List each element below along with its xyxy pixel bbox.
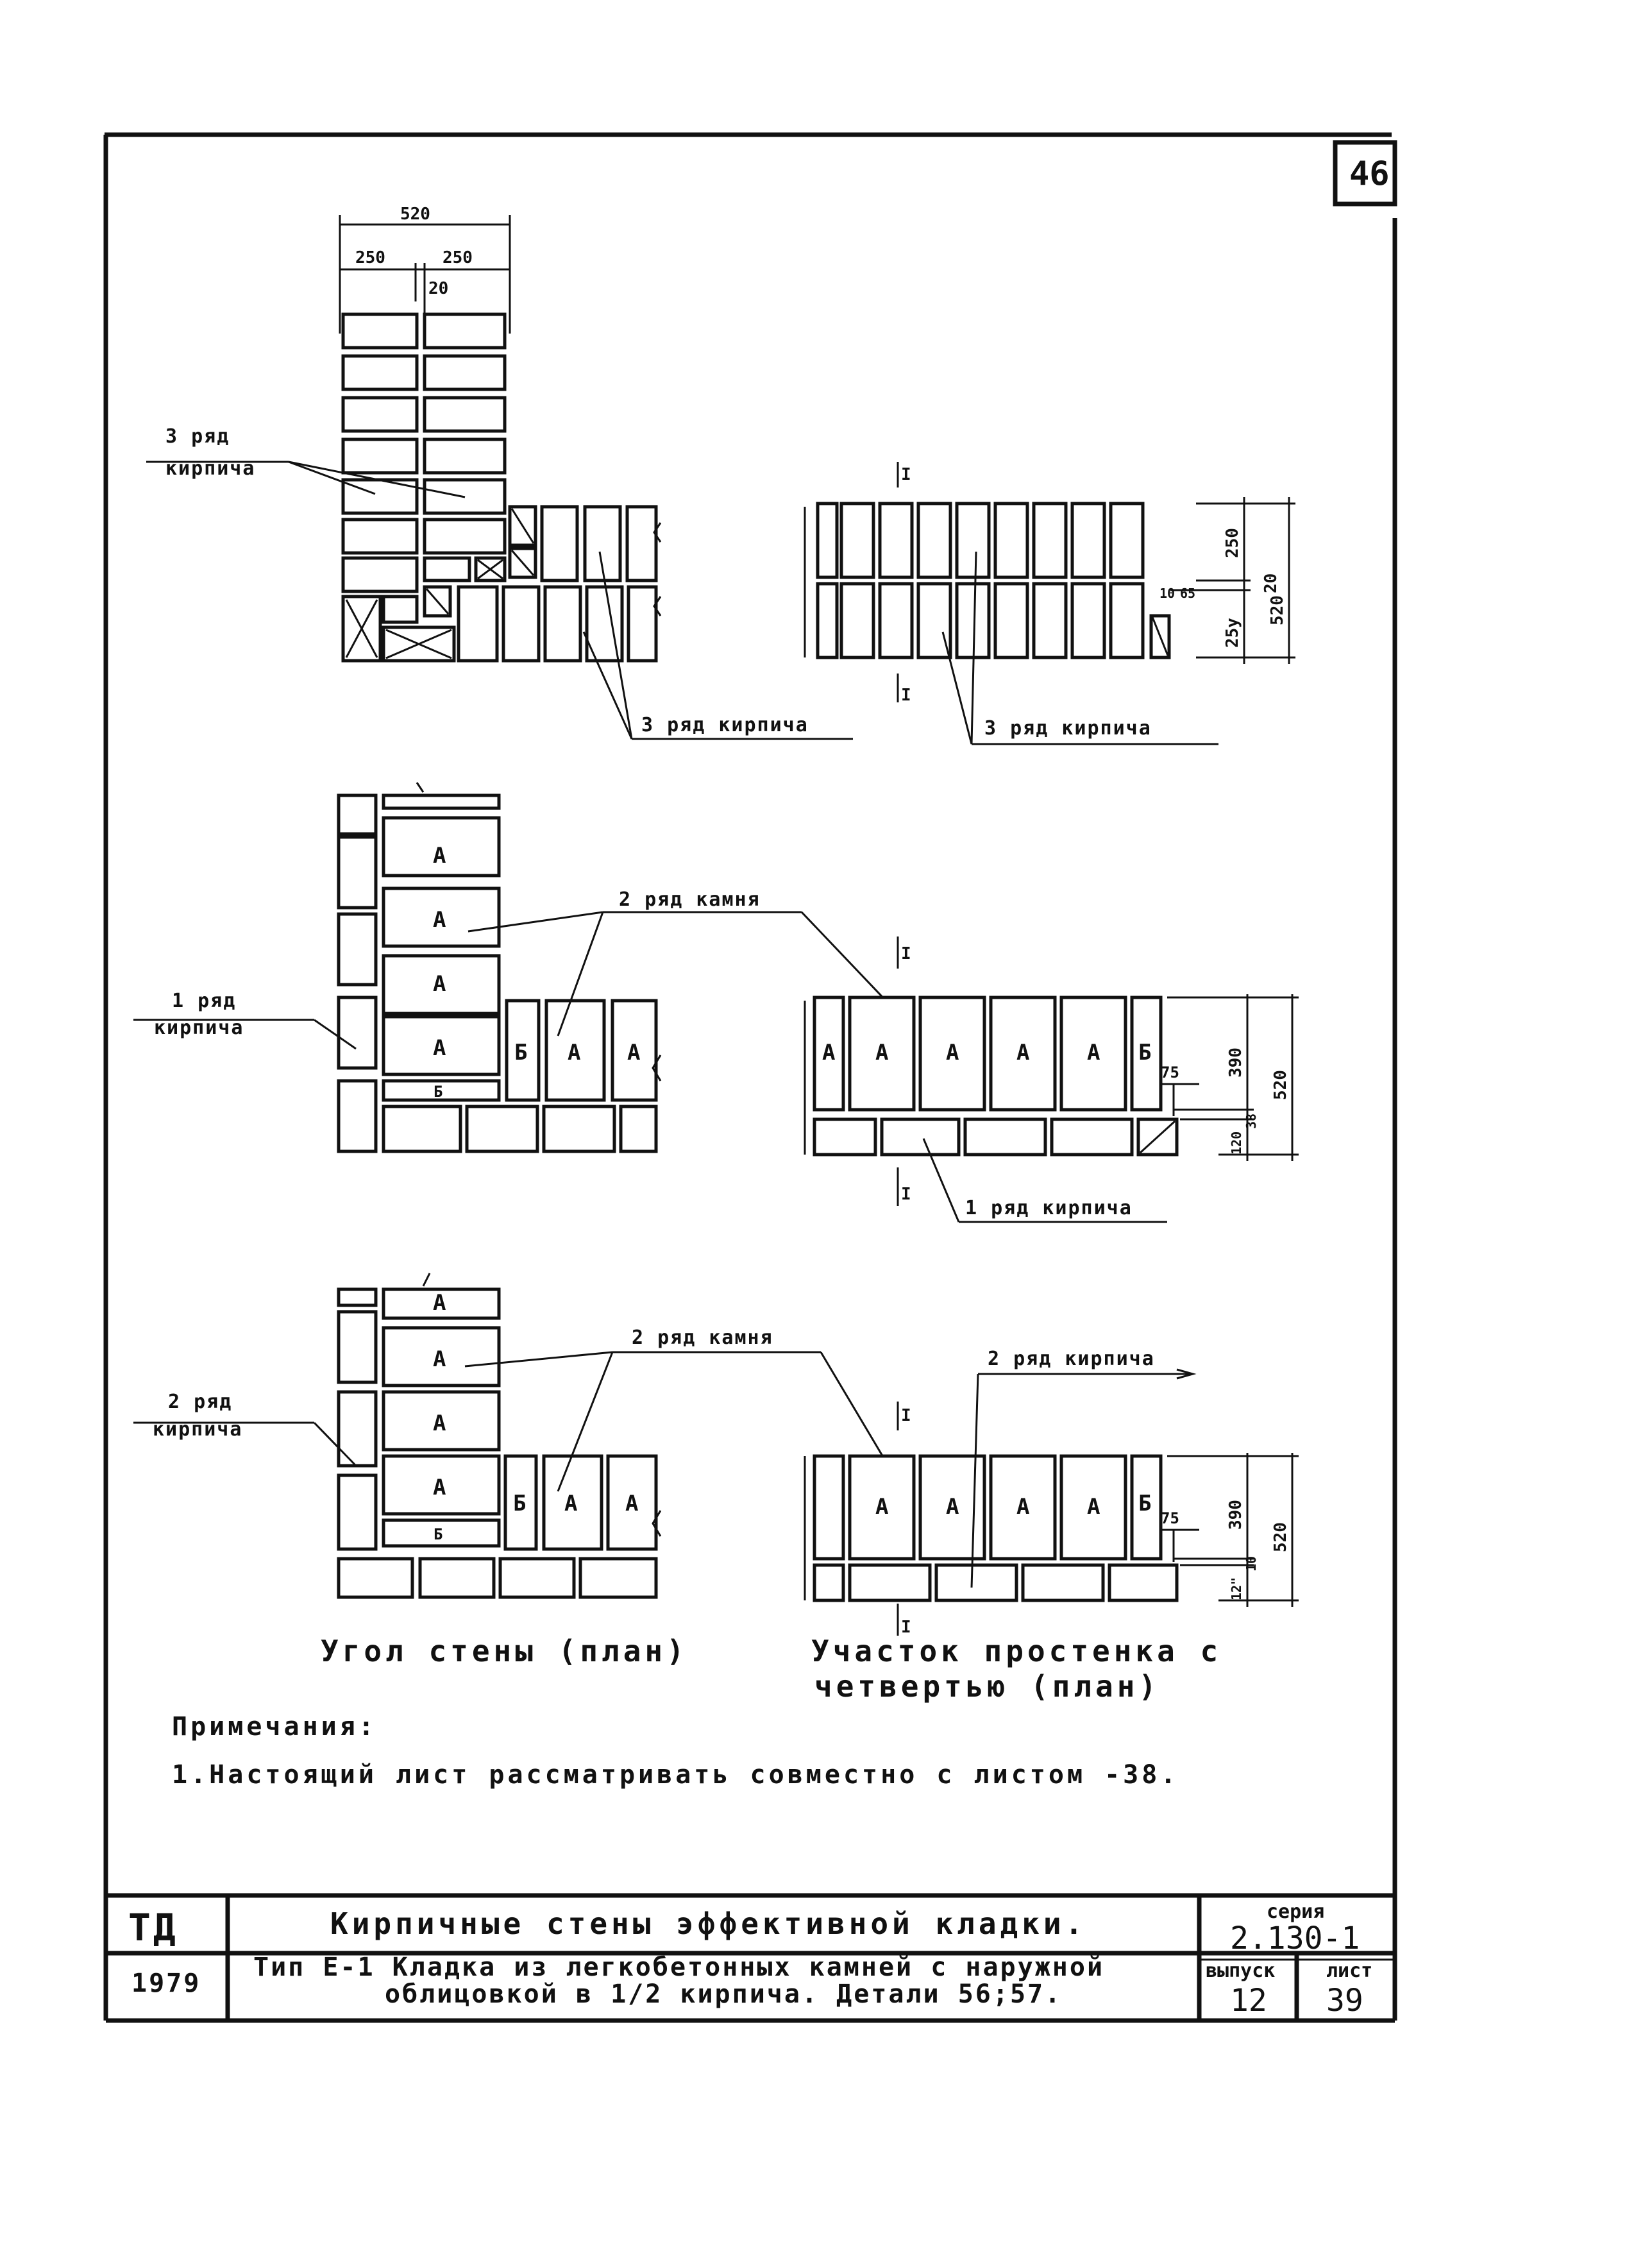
row2-pier-letter: А bbox=[875, 1040, 889, 1065]
caption-corner-plan: Угол стены (план) bbox=[321, 1634, 688, 1668]
row3-pier-letter: А bbox=[946, 1494, 959, 1520]
row2-pier-letter: А bbox=[822, 1040, 836, 1065]
row1-pier-top-course bbox=[818, 504, 1143, 577]
row3-pier-plan bbox=[805, 1348, 1299, 1637]
row2-stone-label: 2 ряд камня bbox=[619, 888, 761, 911]
row3-brick-label: 2 ряд кирпича bbox=[988, 1348, 1155, 1370]
row1-left-label-line2: кирпича bbox=[165, 457, 256, 480]
row2-pier-bricks bbox=[814, 1119, 1177, 1155]
issue-label: выпуск bbox=[1206, 1960, 1276, 1982]
row2-brick-label: 1 ряд кирпича bbox=[965, 1197, 1133, 1219]
title-block-title-line3: облицовкой в 1/2 кирпича. Детали 56;57. bbox=[385, 1979, 1063, 2009]
dim-10: 10 bbox=[1159, 586, 1176, 601]
dim-20: 20 bbox=[428, 279, 449, 298]
dim-65: 65 bbox=[1180, 586, 1196, 601]
dim-r2-38: 38 bbox=[1243, 1113, 1259, 1129]
notes-item-1: 1.Настоящий лист рассматривать совместно с листом -38. bbox=[172, 1760, 1179, 1790]
row3-stone-letter: А bbox=[564, 1491, 578, 1516]
row2-pier-stones bbox=[814, 997, 1161, 1110]
row2-stone-letter: А bbox=[627, 1040, 641, 1065]
series-value: 2.130-1 bbox=[1230, 1920, 1360, 1956]
row3-pier-letter: Б bbox=[1138, 1491, 1152, 1516]
row3-corner-plan bbox=[133, 1273, 898, 1597]
dim-r3-10: 10 bbox=[1243, 1555, 1259, 1572]
dim-250-left: 250 bbox=[355, 248, 385, 267]
title-block-title-line2: Тип Е-1 Кладка из легкобетонных камней с наружной bbox=[253, 1953, 1105, 1982]
row3-stones bbox=[339, 1273, 661, 1597]
row3-left-label-line1: 2 ряд bbox=[168, 1391, 233, 1413]
row2-left-label-line2: кирпича bbox=[154, 1017, 244, 1039]
caption-pier-plan-line2: четвертью (план) bbox=[814, 1669, 1161, 1704]
row3-left-label-line2: кирпича bbox=[153, 1418, 243, 1441]
row3-pier-letter: А bbox=[1016, 1494, 1030, 1520]
dim-r3-520: 520 bbox=[1271, 1522, 1290, 1552]
caption-pier-plan-line1: Участок простенка с bbox=[811, 1634, 1222, 1668]
dim-v250-bottom: 25у bbox=[1223, 618, 1242, 648]
dim-520-top: 520 bbox=[400, 205, 430, 224]
row3-stone-letter: Б bbox=[513, 1491, 527, 1516]
row1-bottom-label: 3 ряд кирпича bbox=[641, 714, 809, 736]
dim-v20: 20 bbox=[1261, 573, 1281, 593]
issue-value: 12 bbox=[1230, 1983, 1267, 2019]
row3-pier-letter: А bbox=[875, 1494, 889, 1520]
row2-stone-letter: А bbox=[433, 1035, 446, 1061]
dim-r2-390: 390 bbox=[1226, 1047, 1245, 1078]
row3-stone-letter: А bbox=[433, 1290, 446, 1316]
row3-pier-stones bbox=[814, 1456, 1161, 1559]
row2-cut-mark-bottom: I bbox=[901, 1185, 911, 1204]
row2-stones bbox=[384, 783, 661, 1151]
sheet-label: лист bbox=[1326, 1960, 1373, 1982]
row2-stone-letter: А bbox=[433, 907, 446, 933]
title-block-code: ТД bbox=[128, 1906, 178, 1949]
row2-pier-letter: А bbox=[1087, 1040, 1100, 1065]
sheet-number: 46 bbox=[1349, 155, 1390, 193]
row3-pier-letter: А bbox=[1087, 1494, 1100, 1520]
row3-stone-letter: А bbox=[625, 1491, 639, 1516]
row3-cut-mark-bottom: I bbox=[901, 1618, 911, 1637]
row3-facing-bricks bbox=[339, 1289, 376, 1549]
row2-cut-mark-top: I bbox=[901, 944, 911, 963]
dim-r3-75: 75 bbox=[1161, 1509, 1179, 1527]
row2-pier-letter: А bbox=[1016, 1040, 1030, 1065]
row3-cut-mark-top: I bbox=[901, 1406, 911, 1425]
sheet-value: 39 bbox=[1326, 1983, 1363, 2019]
row1-cut-mark-bottom: I bbox=[901, 686, 911, 705]
row3-stone-letter: А bbox=[433, 1475, 446, 1500]
row1-pier-bottom-course bbox=[818, 584, 1169, 657]
row2-corner-plan bbox=[133, 783, 904, 1151]
dim-v250-top: 250 bbox=[1223, 528, 1242, 558]
row2-stone-letter: Б bbox=[434, 1083, 443, 1101]
row3-stone-letter: А bbox=[433, 1346, 446, 1372]
sheet-number-box bbox=[1335, 142, 1395, 204]
row1-left-label-line1: 3 ряд bbox=[165, 425, 230, 448]
dim-250-right: 250 bbox=[442, 248, 473, 267]
dim-r2-75: 75 bbox=[1161, 1064, 1179, 1081]
title-block-year: 1979 bbox=[131, 1969, 201, 1998]
row3-stone-label: 2 ряд камня bbox=[632, 1326, 773, 1349]
dim-r2-520: 520 bbox=[1271, 1070, 1290, 1100]
row2-pier-plan bbox=[805, 937, 1299, 1222]
row3-stone-letter: Б bbox=[434, 1525, 443, 1543]
row1-cut-mark-top: I bbox=[901, 465, 911, 484]
notes-heading: Примечания: bbox=[172, 1712, 377, 1742]
row1-right-label: 3 ряд кирпича bbox=[984, 717, 1152, 740]
dim-r2-120: 120 bbox=[1229, 1131, 1244, 1155]
row1-corner-plan bbox=[146, 205, 853, 739]
dim-v520: 520 bbox=[1268, 595, 1287, 625]
row1-pier-plan bbox=[805, 462, 1295, 744]
row2-pier-letter: А bbox=[946, 1040, 959, 1065]
row2-pier-letter: Б bbox=[1138, 1040, 1152, 1065]
row2-left-label-line1: 1 ряд bbox=[172, 990, 237, 1012]
row2-stone-letter: А bbox=[433, 971, 446, 997]
dim-r3-120: 12" bbox=[1229, 1577, 1244, 1600]
row2-stone-letter: А bbox=[433, 843, 446, 869]
dim-r3-390: 390 bbox=[1226, 1500, 1245, 1530]
row3-pier-bricks bbox=[814, 1565, 1177, 1600]
row3-stone-letter: А bbox=[433, 1411, 446, 1436]
row2-stone-letter: А bbox=[568, 1040, 581, 1065]
title-block bbox=[106, 1895, 1395, 2021]
row2-stone-letter: Б bbox=[514, 1040, 528, 1065]
series-label: серия bbox=[1267, 1901, 1325, 1923]
title-block-title-line1: Кирпичные стены эффективной кладки. bbox=[330, 1906, 1087, 1941]
